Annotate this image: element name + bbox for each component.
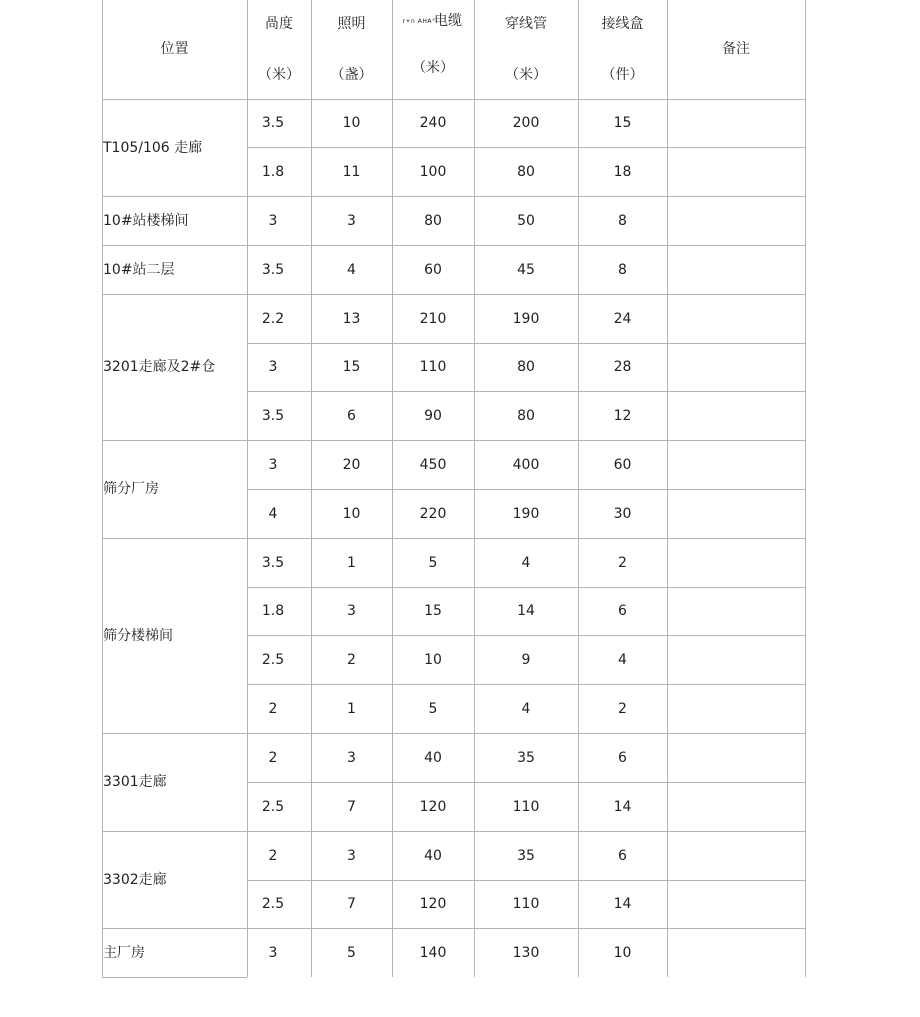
height-cell: 2 <box>268 847 278 864</box>
location-cell: 10#站二层 <box>103 261 175 278</box>
lighting-cell: 10 <box>342 115 361 131</box>
cable-cell: 90 <box>424 407 442 424</box>
junction-box-cell: 18 <box>613 163 632 180</box>
location-cell: T105/106 走廊 <box>103 139 203 156</box>
row-divider <box>247 635 805 636</box>
height-cell: 4 <box>268 505 278 522</box>
location-cell: 10#站楼梯间 <box>103 212 189 229</box>
row-divider <box>247 391 805 392</box>
lighting-cell: 3 <box>347 212 356 229</box>
cable-cell: 40 <box>424 749 442 766</box>
cable-cell: 220 <box>419 505 447 522</box>
header-remarks: 备注 <box>722 41 750 57</box>
lighting-cell: 2 <box>347 651 356 668</box>
junction-box-cell: 60 <box>613 456 632 473</box>
conduit-cell: 4 <box>521 700 531 717</box>
junction-box-cell: 6 <box>618 603 627 619</box>
lighting-cell: 3 <box>347 847 356 864</box>
row-divider <box>102 977 247 978</box>
row-divider <box>247 587 805 588</box>
cable-cell: 10 <box>424 651 442 668</box>
header-lighting: 照明 <box>337 16 366 32</box>
location-cell: 主厂房 <box>103 944 145 961</box>
conduit-cell: 130 <box>512 944 540 961</box>
row-divider <box>102 196 805 197</box>
height-cell: 2.2 <box>261 310 285 327</box>
column-divider <box>805 0 806 977</box>
row-divider <box>247 684 805 685</box>
junction-box-cell: 24 <box>613 310 632 327</box>
junction-box-cell: 30 <box>613 505 632 522</box>
junction-box-cell: 14 <box>613 798 632 815</box>
height-cell: 3.5 <box>261 407 285 424</box>
row-divider <box>102 831 805 832</box>
lighting-cell: 4 <box>347 261 356 278</box>
height-cell: 3 <box>268 944 278 961</box>
conduit-cell: 45 <box>517 261 535 278</box>
cable-cell: 140 <box>419 944 447 961</box>
cable-cell: 80 <box>424 212 442 229</box>
lighting-cell: 6 <box>347 407 356 424</box>
height-cell: 1.8 <box>261 603 285 619</box>
junction-box-cell: 28 <box>613 359 632 375</box>
cable-cell: 100 <box>419 163 447 180</box>
height-cell: 3.5 <box>261 554 285 571</box>
header-location: 位置 <box>160 41 189 57</box>
conduit-cell: 400 <box>512 456 540 473</box>
conduit-cell: 110 <box>512 896 540 912</box>
height-cell: 2 <box>268 700 278 717</box>
conduit-cell: 110 <box>512 798 540 815</box>
header-conduit: 穿线管 <box>505 16 547 32</box>
height-cell: 3.5 <box>261 261 285 278</box>
row-divider <box>102 440 805 441</box>
conduit-cell: 9 <box>521 651 531 668</box>
junction-box-cell: 8 <box>618 261 627 278</box>
cable-cell: 450 <box>419 456 447 473</box>
lighting-cell: 10 <box>342 505 361 522</box>
cable-cell: 15 <box>424 603 442 619</box>
row-divider <box>247 343 805 344</box>
header-cable: 电缆 <box>434 13 462 29</box>
lighting-cell: 11 <box>342 163 361 180</box>
height-cell: 3 <box>268 456 278 473</box>
row-divider <box>247 880 805 881</box>
height-cell: 3.5 <box>261 115 285 131</box>
lighting-cell: 7 <box>347 798 356 815</box>
header-cable-unit: （米） <box>412 60 454 76</box>
header-junction-box: 接线盒 <box>601 16 644 32</box>
junction-box-cell: 10 <box>613 944 632 961</box>
row-divider <box>247 147 805 148</box>
junction-box-cell: 6 <box>618 749 627 766</box>
junction-box-cell: 12 <box>613 407 632 424</box>
junction-box-cell: 6 <box>618 847 627 864</box>
cable-cell: 120 <box>419 798 447 815</box>
lighting-cell: 20 <box>342 456 361 473</box>
conduit-cell: 35 <box>517 847 535 864</box>
row-divider <box>102 99 805 100</box>
cable-cell: 120 <box>419 896 447 912</box>
conduit-cell: 14 <box>517 603 535 619</box>
location-cell: 筛分厂房 <box>103 481 159 497</box>
height-cell: 2 <box>268 749 278 766</box>
conduit-cell: 190 <box>512 505 540 522</box>
header-cable-prefix: r+n AHA° <box>402 18 436 25</box>
row-divider <box>102 733 805 734</box>
row-divider <box>102 294 805 295</box>
junction-box-cell: 2 <box>618 700 627 717</box>
conduit-cell: 50 <box>517 212 535 229</box>
location-cell: 筛分楼梯间 <box>103 627 173 644</box>
cable-cell: 240 <box>419 115 447 131</box>
header-height-unit: （米） <box>258 67 300 83</box>
junction-box-cell: 14 <box>613 896 632 912</box>
conduit-cell: 190 <box>512 310 540 327</box>
conduit-cell: 4 <box>521 554 531 571</box>
cable-cell: 5 <box>428 554 438 571</box>
cable-cell: 210 <box>419 310 447 327</box>
junction-box-cell: 2 <box>618 554 627 571</box>
lighting-cell: 7 <box>347 896 356 912</box>
cable-cell: 40 <box>424 847 442 864</box>
height-cell: 1.8 <box>261 163 285 180</box>
height-cell: 2.5 <box>261 651 285 668</box>
cable-cell: 110 <box>419 359 447 375</box>
location-cell: 3301走廊 <box>103 774 167 790</box>
conduit-cell: 80 <box>517 407 535 424</box>
row-divider <box>102 928 805 929</box>
height-cell: 2.5 <box>261 798 285 815</box>
header-lighting-unit: （盏） <box>330 67 373 83</box>
lighting-cell: 3 <box>347 749 356 766</box>
conduit-cell: 80 <box>517 359 535 375</box>
lighting-cell: 1 <box>347 554 356 571</box>
lighting-cell: 3 <box>347 603 356 619</box>
location-cell: 3201走廊及2#仓 <box>103 359 216 375</box>
header-junction-box-unit: （件） <box>601 67 644 83</box>
row-divider <box>247 782 805 783</box>
lighting-cell: 5 <box>347 944 356 961</box>
header-conduit-unit: （米） <box>505 67 547 83</box>
height-cell: 3 <box>268 212 278 229</box>
junction-box-cell: 8 <box>618 212 627 229</box>
row-divider <box>102 245 805 246</box>
junction-box-cell: 15 <box>613 115 632 131</box>
cable-cell: 60 <box>424 261 442 278</box>
junction-box-cell: 4 <box>618 651 627 668</box>
conduit-cell: 35 <box>517 749 535 766</box>
row-divider <box>247 489 805 490</box>
location-cell: 3302走廊 <box>103 871 167 888</box>
cable-cell: 5 <box>428 700 438 717</box>
lighting-cell: 13 <box>342 310 361 327</box>
height-cell: 3 <box>268 359 278 375</box>
row-divider <box>102 538 805 539</box>
conduit-cell: 80 <box>517 163 535 180</box>
height-cell: 2.5 <box>261 896 285 912</box>
lighting-cell: 1 <box>347 700 356 717</box>
conduit-cell: 200 <box>512 115 540 131</box>
lighting-cell: 15 <box>342 359 361 375</box>
header-height: 咼度 <box>265 16 293 32</box>
